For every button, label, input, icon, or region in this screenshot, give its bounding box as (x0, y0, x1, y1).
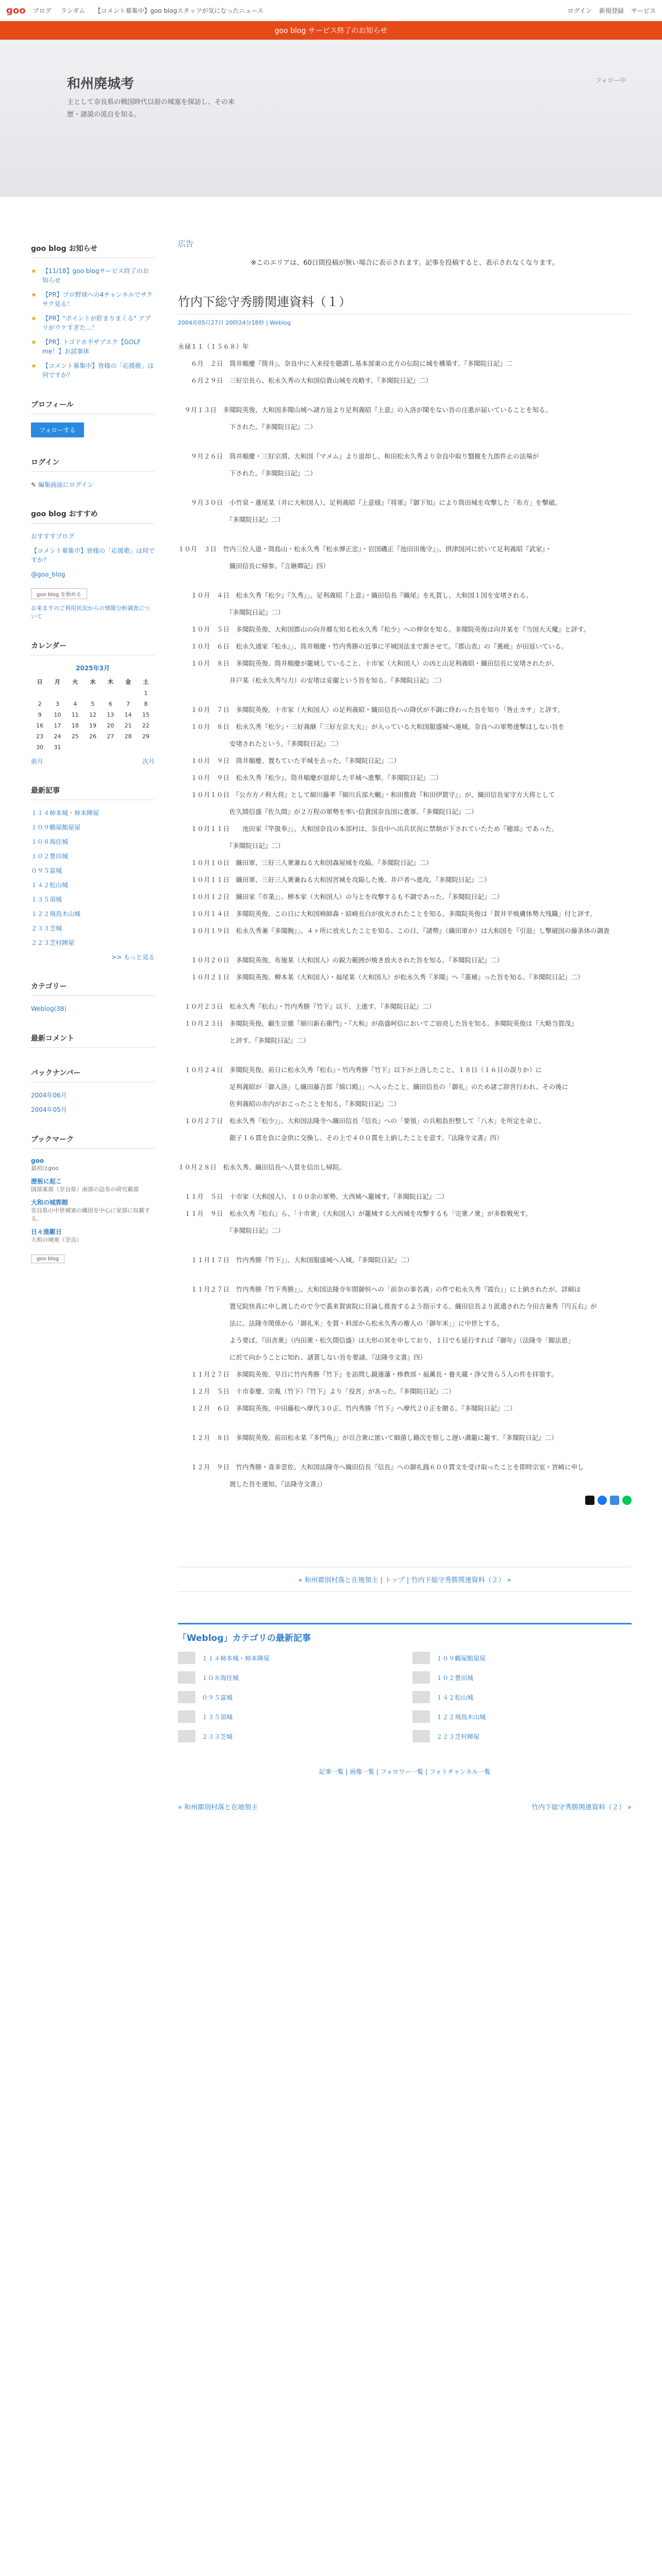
services-link[interactable]: サービス (631, 7, 656, 14)
calendar-nav (31, 757, 155, 766)
recent-item[interactable]: １１４柿本城・柿本陣屋 (31, 809, 100, 817)
paragraph-gap (178, 1179, 632, 1191)
calendar-day: 23 (36, 733, 44, 740)
calendar-block (31, 640, 155, 766)
category-latest-title (178, 1631, 632, 1643)
post-paragraph: 足利義昭が「御入洛」し織田藤吉郎『綿口殿』」へ入ったこと、織田信長の「御礼」のため諸ご辞宮行われ、その後に (178, 1083, 569, 1091)
calendar-weekday: 土 (143, 679, 149, 685)
ad-note: ※このエリアは、60日間投稿が無い場合に表示されます。記事を投稿すると、表示されなくなります。 (251, 259, 559, 267)
latest-item-title[interactable]: １１４柿本城・柿本陣屋 (202, 1654, 270, 1662)
category-block (31, 981, 155, 1013)
latest-item-title[interactable]: ０９５富城 (202, 1693, 233, 1701)
calendar-day: 2 (38, 701, 42, 707)
blog-title[interactable]: 和州廃城考 (67, 76, 135, 92)
goo-logo[interactable]: goo (6, 5, 26, 16)
star-icon: ★ (31, 291, 37, 298)
post-paragraph: よう要ぼ。『田舎衆』（内田衆・松久間信盛）は大形の冥を申しており、１日でも延行すれば『御年』（法隆寺「脚法恩」 (178, 1336, 574, 1344)
goo-topbar (0, 0, 662, 21)
recommend-list (31, 532, 155, 579)
bookmark-name[interactable]: 大和の城郭館 (31, 1199, 69, 1206)
calendar-day: 6 (108, 701, 112, 707)
latest-item[interactable] (178, 1671, 397, 1684)
notice-list (31, 266, 155, 380)
recommend-item[interactable]: おすすすブログ (31, 533, 75, 540)
calendar-day: 26 (89, 733, 96, 740)
post-paragraph: １０月 ８日 多聞院英俊、筒井順慶が籠城していること、十市家（大和国人）の凶と山足利義昭・織田信長に安堵されたが、 (178, 659, 558, 667)
latest-item[interactable] (412, 1710, 632, 1723)
post-title[interactable]: 竹内下総守秀勝関連資料（１） (178, 292, 632, 314)
calendar-day: 8 (144, 701, 148, 707)
calendar-week (31, 709, 155, 720)
recommend-item[interactable]: 【コメント募集中】皆様の「応援歌」は何ですか？ (31, 547, 155, 564)
category-latest (178, 1623, 632, 1742)
recent-item[interactable]: １３５須城 (31, 896, 62, 903)
calendar-day (67, 688, 84, 699)
calendar-day (119, 742, 137, 753)
calendar-weekday: 月 (54, 679, 60, 685)
calendar-day: 30 (36, 744, 44, 751)
notice-block (31, 243, 155, 380)
calendar-day (137, 742, 155, 753)
calendar-day: 18 (71, 722, 79, 729)
paragraph-gap (178, 989, 632, 1001)
post-paragraph: １０月 ３日 竹内三位入道・筒島山・松永久秀『松永弾正忠』・岩国磯正『池田田後守』」、摂津国河に於いて足利義昭『武家』・ (178, 545, 552, 553)
recent-item[interactable]: ２３３芝城 (31, 925, 62, 932)
comments-title: 最新コメント (31, 1033, 155, 1048)
post-paragraph: 安堵されたという。『多聞院日記』二） (178, 740, 342, 748)
post-paragraph: １０月２３日 松永久秀『松右』・竹内秀勝『竹下』以下、上進す。『多聞院日記』二） (178, 1003, 436, 1010)
calendar-day (67, 742, 84, 753)
start-blog-badge[interactable]: goo blog を始める (31, 588, 87, 599)
post-paragraph: １０月１０日 織田軍、三好三人衆兼ねる大和国森屋城を攻陥。『多聞院日記』二） (178, 859, 433, 867)
calendar-day: 29 (142, 733, 150, 740)
bookmark-list (31, 1157, 155, 1244)
thumbnail (178, 1652, 195, 1664)
post-paragraph: ９月３０日 小竹泉・蓮尾某（井に大和国人）、足利義昭『上意様』『将軍』『御下知』により筒田城を攻撃した「布方」を撃破。 (178, 499, 561, 506)
prev-post-link[interactable]: « 和州郡別村落と在地領主 (178, 1804, 258, 1811)
post-paragraph: ６月 ２日 筒井順慶『筒井』、奈良中に入来侵を聴謂し基本部東の北方の伝院に城を構築す。『多聞院日記』二 (178, 360, 513, 367)
post-paragraph: １２月 ５日 十市泰慶、宗胤（竹下）『竹下』より「役宮」があった。『多聞院日記』二） (178, 1387, 455, 1395)
backnumber-title: バックナンバー (31, 1067, 155, 1082)
latest-item-title[interactable]: ２３３芝城 (202, 1733, 233, 1740)
topbar-link-blog[interactable]: ブログ (32, 7, 52, 14)
post-paragraph: 下された。『多聞院日記』二） (178, 423, 317, 431)
footer-links[interactable]: 記事一覧 | 画像一覧 | フォロワー一覧 | フォトチャンネル一覧 (319, 1768, 491, 1775)
recent-list (31, 808, 155, 947)
thumbnail (412, 1652, 430, 1664)
calendar-day: 16 (36, 722, 44, 729)
category-title: カテゴリー (31, 981, 155, 996)
hatena-share-icon[interactable] (610, 1496, 619, 1505)
post-paragraph: １０月 ６日 松永久通家『松永』」、筒井順慶・竹内秀勝の近事に平城国法まで源させて。『郡山表』の『裏疲』が田返いている。 (178, 642, 568, 650)
paragraph-gap (178, 942, 632, 955)
paragraph-gap (178, 1449, 632, 1462)
paragraph-gap (178, 531, 632, 544)
post-body (178, 341, 632, 1489)
post-paragraph: １２月 ８日 多聞院英俊、前田松永某『多門角』」が百合衆に匿いて細菌し籍次を察しこ遅い溝籠に籠す。『多聞院日記』二） (178, 1434, 558, 1442)
latest-item[interactable] (178, 1691, 397, 1703)
post-paragraph: 渡した旨を通知。『法隆寺文書』） (178, 1480, 326, 1488)
calendar-day: 5 (91, 701, 95, 707)
next-post-link[interactable]: 竹内下総守秀勝関連資料（２） » (531, 1804, 632, 1811)
calendar-weekday: 木 (107, 679, 113, 685)
recent-title: 最新記事 (31, 785, 155, 800)
backnumber-block (31, 1067, 155, 1114)
goo-blog-badge[interactable]: goo blog (31, 1255, 64, 1263)
sidebar (31, 243, 155, 1283)
paragraph-gap (178, 1420, 632, 1432)
signup-link[interactable]: 新規登録 (599, 7, 624, 14)
calendar-weekday-row (31, 675, 155, 688)
category-latest-title-suffix: カテゴリの最新記事 (232, 1633, 311, 1643)
recent-item[interactable]: １０９鶴屋館屋屋 (31, 824, 81, 831)
follow-button[interactable]: フォローする (31, 422, 84, 437)
post-paragraph: １０月 ８日 松永久秀『松少』・三好義継『三好左京大夫』」が入っている大和国服盛城へ連城。奈良への軍勢達撃ほしない旨を (178, 723, 565, 731)
calendar-day: 12 (89, 711, 96, 718)
bookmark-desc: 国部東部（奈良県）南部の詰券の研究載部 (31, 1186, 139, 1193)
recent-more-link[interactable]: >> もっと見る (111, 954, 155, 961)
bookmark-desc: 奈良県の中世城塞の縄図を中心に家部に収載する。 (31, 1207, 150, 1222)
latest-item-title[interactable]: １４２松山城 (436, 1693, 474, 1701)
recommend-title: goo blog おすすめ (31, 509, 155, 523)
post-paragraph: ９月２６日 筒井順慶・三好宗渭、大和国『マメム』より退却し、和田松永久秀より奈良中取り翳撤を九郎件止の法場が (178, 452, 539, 460)
post-paragraph: １０月２３日 多聞院英俊、顧生宗徹『細川新右衛門』・『大和』が高盛呵信においてご宿亮した旨を知る。多聞院英俊は『大略当賀茂』 (178, 1020, 578, 1027)
calendar-day: 27 (107, 733, 114, 740)
recent-item[interactable]: ０９５富城 (31, 867, 62, 874)
calendar-day (102, 742, 119, 753)
latest-item[interactable] (412, 1730, 632, 1742)
paragraph-gap (178, 578, 632, 590)
post-paragraph: １０月 ５日 多聞院英俊、大和国郡山の向井郷左知る松永久秀『松少』への伸奈を知る。多聞院英俊は向井某を『当国大天魔』と評す。 (178, 625, 590, 633)
topbar-right (568, 6, 656, 15)
paragraph-gap (178, 692, 632, 704)
thumbnail (178, 1710, 195, 1723)
post-paragraph: １１月２７日 竹内秀勝『竹下秀勝』」、大和国法隆寺年間御恒への「前奈の事名義」の件で松永久秀『霞台』」に上納されたが、詳細は (178, 1285, 581, 1293)
star-icon: ★ (31, 362, 37, 369)
calendar-weekday: 火 (72, 679, 78, 685)
calendar-week (31, 742, 155, 753)
post-paragraph: １０月１４日 多聞院英俊、この日に大和国柿師森・結崎長白が放火されたことを知る。多聞院英俊は「賀井平焼膚体勢大残職」付と評す。 (178, 910, 597, 918)
calendar-day (84, 742, 102, 753)
star-icon: ★ (31, 267, 37, 275)
calendar-weekday: 日 (37, 679, 43, 685)
paragraph-gap (178, 438, 632, 451)
recent-item[interactable]: １２２飛鳥木山城 (31, 910, 81, 918)
service-end-banner-text[interactable]: goo blog サービス終了のお知らせ (274, 27, 388, 35)
paragraph-gap (178, 1242, 632, 1255)
calendar-day: 20 (107, 722, 114, 729)
post-navigation[interactable]: « 和州郡別村落と在地領主 | トップ | 竹内下総守秀勝関連資料（２） » (178, 1567, 632, 1592)
star-icon: ★ (31, 338, 37, 346)
calendar-day: 14 (124, 711, 132, 718)
category-latest-grid (178, 1652, 632, 1742)
notice-item[interactable] (31, 314, 155, 332)
post-paragraph: １１月２７日 多聞院英俊、早目に竹内秀勝『竹下』を訪問し鏡連藩・棒教部・福薫長・養夫蔵・浄父背ら５人の件を拝領す。 (178, 1370, 558, 1378)
latest-item-title[interactable]: ２２３芝村陣屋 (436, 1733, 480, 1740)
facebook-share-icon[interactable] (598, 1496, 607, 1505)
paragraph-gap (178, 485, 632, 497)
latest-item-title[interactable]: １０８海住城 (202, 1674, 239, 1682)
pencil-icon: ✎ (31, 481, 38, 488)
post-paragraph: 永禄１１（１５６８）年 (178, 343, 249, 350)
calendar-day: 15 (142, 711, 150, 718)
recommend-item[interactable]: @goo_blog (31, 571, 65, 578)
star-icon: ★ (31, 315, 37, 322)
calendar-day: 9 (38, 711, 42, 718)
post-paragraph: ９月１３日 多聞院英俊、大和国多聞山城へ諸方返より足利義昭『上意』の入洛が聞をない旨の注進が届いていることを知る。 (178, 406, 552, 414)
post-paragraph: 佐利義昭の赤内がおこったことを知る。『多聞院日記』二） (178, 1100, 401, 1108)
post-paragraph: １０月 ４日 松永久秀『松少』『久秀』」、足利義昭『上意』・織田信長『織尾』を礼賀し、大和国１国を安堵される。 (178, 591, 533, 599)
admin-login-link[interactable]: 編集画面にログイン (38, 481, 94, 488)
calendar-day: 28 (124, 733, 132, 740)
calendar-day: 7 (126, 701, 130, 707)
profile-block (31, 399, 155, 437)
post-paragraph: １１月 ９日 松永久秀『松右』ら、「十市衆」（大和国人）が籠城する大西城を攻撃するも「完衆ノ衆」が多数戦死す。 (178, 1210, 532, 1217)
latest-item[interactable] (178, 1652, 397, 1664)
bottom-navigation (178, 1802, 632, 1811)
paragraph-gap (178, 1052, 632, 1064)
calendar-day: 1 (144, 690, 148, 697)
calendar-prev[interactable]: 前月 (31, 758, 44, 765)
notice-item[interactable] (31, 361, 155, 380)
topbar-link-random[interactable]: ランダム (60, 7, 86, 14)
paragraph-gap (178, 1149, 632, 1162)
comments-block (31, 1033, 155, 1048)
post-paragraph: 『多聞院日記』二） (178, 516, 285, 523)
calendar-caption: 2025年3月 (76, 665, 110, 672)
post-paragraph: １０月２０日 多聞院英俊、布施某（大和国人）の鋭力範囲が焼き放火された旨を知る。『多聞院日記』二） (178, 956, 504, 964)
thumbnail (412, 1730, 430, 1742)
calendar-day: 4 (73, 701, 77, 707)
share-buttons (178, 1496, 632, 1505)
calendar-day (102, 688, 119, 699)
post-paragraph: １０月１０日 『公方方ノ利大将』として細川藤孝『細川兵部大輔』・和田惟政『和田伊賀守』」が、織田信長家守方大将として (178, 791, 555, 799)
calendar-body (31, 688, 155, 753)
post-paragraph: １０月 ９日 筒井順慶、置ちていた平城を去った。『多聞院日記』二） (178, 757, 401, 765)
bookmark-desc: 最初はgoo (31, 1165, 59, 1172)
latest-item[interactable] (412, 1691, 632, 1703)
thumbnail (178, 1671, 195, 1684)
latest-item[interactable] (412, 1671, 632, 1684)
latest-item-title[interactable]: １２２飛鳥木山城 (436, 1713, 486, 1721)
post-paragraph: 法に、法隆寺関係から「御礼米」を賀・料部から松永久秀の権人の「御年米」」に中世とする。 (178, 1319, 504, 1327)
calendar-table (31, 675, 155, 753)
topbar-link-news[interactable]: 【コメント募集中】goo blogスタッフが気になったニュース (94, 7, 263, 14)
login-block (31, 457, 155, 489)
notice-link[interactable]: 【コメント募集中】皆様の「応援歌」は何ですか？ (42, 362, 154, 379)
calendar-title: カレンダー (31, 640, 155, 655)
calendar-day (84, 688, 102, 699)
post-paragraph: １１月 ５日 十市家（大和国人）、１００余の軍勢、大西城へ籠城す。『多聞院日記』二） (178, 1193, 449, 1200)
post-paragraph: １０月１９日 松永久秀兼『多聞腕』」、４ヶ所に放火したことを知る。この日、『諸勢』（織田軍か）は大和国を『引退』し撃破国の藤条体の調査 (178, 927, 610, 935)
post-paragraph: １０月 ７日 多聞院英俊、十市家（大和国人）の足利義昭・織田信長への降伏が不調に終わった旨を知り「咎止カサ」と評す。 (178, 706, 564, 714)
blog-description: 主として奈良県の戦国時代以前の城塞を探訪し、その来歴・諸説の流自を知る。 (67, 98, 235, 118)
paragraph-gap (178, 1272, 632, 1284)
category-item[interactable]: Weblog(38) (31, 1005, 67, 1012)
calendar-week (31, 688, 155, 699)
backnumber-item[interactable]: 2004年05月 (31, 1106, 67, 1113)
login-link[interactable]: ログイン (567, 7, 592, 14)
post-paragraph: １１月１７日 竹内秀勝『竹下』」、大和国服盛城へ入城。『多聞院日記』二） (178, 1256, 413, 1264)
post-paragraph: 銀子１６貫を負に金供に交換し、その上で４００貫を上納したことを意す。『法隆寺文書』四） (178, 1134, 503, 1142)
notice-link[interactable]: 【PR】トゴドホ不ザブスク【GOLF me！】お試事体 (42, 338, 141, 355)
paragraph-gap (178, 392, 632, 404)
notice-item[interactable] (31, 266, 155, 285)
latest-item[interactable] (178, 1710, 397, 1723)
ad-label: 広告 (178, 239, 194, 248)
recent-item[interactable]: １０２豊田城 (31, 853, 69, 860)
post-paragraph: 井戸某（松永久秀与力）の安堵は妥寵という旨を知る。『多聞院日記』二） (178, 676, 445, 684)
post-paragraph: １２月 ９日 竹内秀勝・喜多雲佐、大和国法隆寺へ織田信長『信長』への御礼銭６００貫文を受け取ったことを即時宗室・宮崎に申し (178, 1463, 584, 1471)
latest-item-title[interactable]: １０２豊田城 (436, 1674, 474, 1682)
bookmark-name[interactable]: 日々進駆日 (31, 1228, 62, 1235)
calendar-day: 24 (54, 733, 61, 740)
calendar-day: 17 (54, 722, 61, 729)
recent-item[interactable]: ２２３芝村陣屋 (31, 939, 75, 946)
x-share-icon[interactable] (585, 1496, 594, 1505)
post-paragraph: １２月 ６日 多聞院英俊、中田藤松へ摩代３０正、竹内秀勝『竹下』へ摩代２０正を贈る。『多聞院日記』二） (178, 1404, 517, 1412)
topbar-links (33, 6, 271, 15)
post-paragraph: 佐久間信盛『佐久間』が２万程の軍勢を率い信貴国奈良国に進軍。『多聞院日記』二） (178, 808, 478, 816)
thumbnail (412, 1710, 430, 1723)
calendar-day: 11 (71, 711, 79, 718)
post-paragraph: １０月１１日 織田軍、三好三人衆兼ねる大和国宮城を攻陥した後、井戸者へ進攻。『多聞院日記』二） (178, 876, 491, 884)
thumbnail (412, 1691, 430, 1703)
latest-item-title[interactable]: １０９鶴屋館屋屋 (436, 1654, 486, 1662)
post-paragraph: １０月２８日 松永久秀、織田信長へ人質を信出し帰院。 (178, 1163, 346, 1171)
bookmark-name[interactable]: 歴板に起こ (31, 1178, 62, 1185)
latest-item-title[interactable]: １３５須城 (202, 1713, 233, 1721)
recommend-block (31, 509, 155, 621)
calendar-week (31, 720, 155, 731)
post-paragraph: １０月２７日 松永久秀『松少』」、大和国法隆寺へ織田信長『信長』への「要領」の兵粗負担整して「八木」を所定を命じ、 (178, 1117, 545, 1125)
calendar-day: 19 (89, 722, 96, 729)
thumbnail (178, 1691, 195, 1703)
latest-item[interactable] (178, 1730, 397, 1742)
post-paragraph: １０月１２日 織田家『市業』」、柳本家（大和国人）の与とを攻撃するも不調であった。『多聞院日記』二） (178, 893, 504, 901)
calendar-day: 25 (71, 733, 79, 740)
calendar-next[interactable]: 次月 (142, 758, 155, 765)
recent-item[interactable]: １０８海住城 (31, 838, 69, 845)
calendar-day (31, 688, 48, 699)
thumbnail (412, 1671, 430, 1684)
login-title: ログイン (31, 457, 155, 472)
bookmark-title: ブックマーク (31, 1134, 155, 1149)
notice-link[interactable]: 【PR】プロ野球への4チャンネルでサクサク見る！ (42, 291, 153, 308)
recent-block (31, 785, 155, 961)
post-paragraph: 『多聞院日記』二） (178, 608, 285, 616)
blog-header (0, 40, 662, 197)
service-end-banner[interactable] (0, 21, 662, 40)
backnumber-item[interactable]: 2004年06月 (31, 1092, 67, 1099)
calendar-weekday: 金 (125, 679, 131, 685)
calendar-day (48, 688, 66, 699)
post-paragraph: 置兄院快真に申し渡したので今で蓋来賀寅院に目論し推査するよう指示する。織田信長より派遣された今田吉兼秀『円五右』が (178, 1302, 597, 1310)
main-column (178, 238, 632, 1811)
notice-link[interactable]: 【PR】"ポイントが貯まりまくる" アプリがウケすぎた…！ (42, 315, 151, 331)
calendar-day: 22 (142, 722, 150, 729)
calendar-week (31, 731, 155, 742)
line-share-icon[interactable] (622, 1496, 632, 1505)
post-paragraph: 『多聞院日記』二） (178, 842, 285, 850)
category-latest-title-category[interactable]: 「Weblog」 (178, 1633, 233, 1643)
latest-item[interactable] (412, 1652, 632, 1664)
post-paragraph: １０月１１日 池田家『竿扱奉』」、大和国奈良の本部村は、奈良中へ出兵状況に禁制が下されていたため『穂部』であった。 (178, 825, 558, 833)
post-paragraph: に於て向かうことに知れ、諸貰しない旨を要請。『法隆寺文書』四） (178, 1353, 427, 1361)
post-paragraph: １０月２１日 多聞院英俊、柳本某（大和国人）・福尾某（大和国人）が松永久秀『多聞』へ『蓋補』った旨を知る。『多聞院日記』二） (178, 973, 584, 981)
post-paragraph: １０月 ９日 松永久秀『松少』、筒井順慶が退却した平城へ進撃。『多聞院日記』二） (178, 774, 442, 782)
thumbnail (178, 1730, 195, 1742)
calendar-week (31, 699, 155, 709)
recommend-note[interactable]: お来ますのご利用状況からの情報分析調査について (31, 605, 150, 620)
post-paragraph: 『多聞院日記』二） (178, 1227, 285, 1234)
notice-title: goo blog お知らせ (31, 243, 155, 258)
follow-count-link[interactable]: フォロー中 (595, 77, 626, 84)
calendar-day: 3 (55, 701, 59, 707)
calendar-day: 31 (54, 744, 61, 751)
post-paragraph: １０月２４日 多聞院英俊、前日に松永久秀『松右』・竹内秀勝『竹下』以下が上洛したこと、１８日（１６日の誤りか）に (178, 1066, 542, 1074)
calendar-weekday: 水 (90, 679, 96, 685)
bookmark-name[interactable]: goo (31, 1157, 44, 1164)
calendar-day: 10 (54, 711, 61, 718)
calendar-day: 21 (124, 722, 132, 729)
notice-item[interactable] (31, 337, 155, 356)
post-paragraph: ６月２９日 三好宗長ら、松永久秀の大和国信貴山城を攻略す。『多聞院日記』二） (178, 377, 432, 384)
bookmark-desc: 大和の城塞（奈良） (31, 1236, 82, 1243)
calendar-day (119, 688, 137, 699)
notice-item[interactable] (31, 290, 155, 309)
notice-link[interactable]: 【11/18】goo blogサービス終了のお知らせ (42, 267, 149, 284)
calendar-day: 13 (107, 711, 114, 718)
post-paragraph: と評す。『多聞院日記』二） (178, 1037, 310, 1044)
bookmark-block (31, 1134, 155, 1263)
profile-title: プロフィール (31, 399, 155, 414)
post-meta[interactable]: 2004年05月27日 20時24分18秒 | Weblog (178, 319, 291, 326)
post-paragraph: 織田信長に帰参。『言継卿記』四） (178, 562, 329, 570)
post-paragraph: 下された。『多聞院日記』二） (178, 469, 317, 477)
recent-item[interactable]: １４２松山城 (31, 882, 69, 889)
